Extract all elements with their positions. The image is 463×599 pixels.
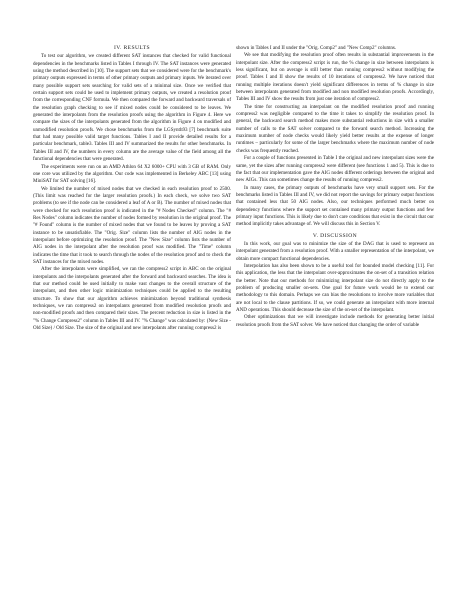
left-column — [33, 45, 231, 332]
section-heading-results: IV. RESULTS — [113, 45, 151, 51]
right-column — [236, 45, 434, 329]
paragraph: The time for constructing an interpolant on the modified resolution proof and running compress2 was negligible compared to the time it takes to simplify the resolution proof. In general, the backward search method makes more substantial reductions in size with a smaller number of calls to the SAT solver compared to the forward search method. Increasing the maximum number of node checks would likely yield better results at the expense of longer runtimes – particularly for some of the larger benchmarks where the maximum number of node checks was frequently reached. — [236, 103, 434, 154]
paragraph: In this work, our goal was to minimize the size of the DAG that is used to represent an interpolant generated from a resolution proof. With a smaller representation of the interpolant, we obtain more compact functional dependencies. — [236, 240, 434, 262]
paragraph: Interpolation has also been shown to be a useful tool for bounded model checking [11]. For this application, the less that the interpolant over-approximates the on-set of a transition relation the better. Note that our methods for minimizing interpolant size do not directly apply to the problem of producing smaller on-sets. One goal for future work would be to extend our methodology to this domain. Perhaps we can bias the resolutions to involve more variables that are not local to the clause partitions. If so, we could generate an interpolant with more internal AND operations. This should decrease the size of the on-set of the interpolant. — [236, 262, 434, 314]
paragraph: After the interpolants were simplified, we ran the compress2 script in ABC on the original interpolants and the interpolants generated after the forward and backward searches. The idea is that our method could be used initially to make vast changes to the overall structure of the interpolant, and then other logic minimization techniques could be applied to the resulting structure. To show that our algorithm achieves minimization beyond traditional synthesis techniques, we ran compress2 on interpolants generated from modified resolution proofs and non-modified proofs and then compared their sizes. The percent reduction in size is listed in the "% Change Compress2" column in Tables III and IV. "% Change" was calculated by: (New Size - Old Size) / Old Size. The size of the original and new interpolants after running compress2 is — [33, 266, 231, 332]
paragraph: Other optimizations that we will investigate include methods for generating better initial resolution proofs from the SAT solver. We have noticed that changing the order of variable — [236, 314, 434, 328]
section-heading-discussion: V. DISCUSSION — [312, 232, 358, 239]
paragraph: To test our algorithm, we created different SAT instances that checked for valid functional dependencies in the benchmarks listed in Tables I through IV. The SAT instances were generated using the method described in [10]. The support sets that we considered were for the benchmark's primary outputs expressed in terms of other primary outputs and primary inputs. We iterated over many possible support sets searching for valid sets of a minimal size. Once we verified that certain support sets could be used to implement primary outputs, we created a resolution proof from the corresponding CNF formula. We then compared the forward and backward traversals of the resolution graph checking to see if mixed nodes could be considered to be leaves. We generated the interpolants from the resolution proofs using the algorithm in Figure 4. Here we compare the sizes of the interpolants generated from the algorithm in Figure 4 on modified and unmodified resolution proofs. We chose benchmarks from the LGSynth93 [7] benchmark suite that had many possible valid target functions. Tables I and II provide detailed results for a particular benchmark, table3. Tables III and IV summarized the results for other benchmarks. In Tables III and IV, the numbers in every column are the average value of the field among all the functional dependencies that were generated. — [33, 53, 231, 163]
paragraph: We limited the number of mixed nodes that we checked in each resolution proof to 2500. (This limit was reached for the larger resolution proofs.) In each check, we solve two SAT problems (to see if the node can be considered a leaf of A or B). The number of mixed nodes that were checked for each resolution proof is indicated in the "# Nodes Checked" column. The "# Res Nodes" column indicates the number of nodes formed by resolution in the original proof. The "# Found" column is the number of mixed nodes that we found to be leaves by proving a SAT instance to be unsatisfiable. The "Orig. Size" column lists the number of AIG nodes in the interpolant before optimizing the resolution proof. The "New Size" column lists the number of AIG nodes in the interpolant after the resolution proof was modified. The "Time" column indicates the time that it took to search through the nodes of the resolution proof and to check the SAT instances for the mixed nodes. — [33, 185, 231, 265]
paragraph: shown in Tables I and II under the "Orig. Comp2" and "New Comp2" columns. — [236, 45, 397, 51]
paragraph: For a couple of functions presented in Table I the original and new interpolant sizes were the same, yet the sizes after running compress2 were different (see functions 1 and 5). This is due to the fact that our implementation gave the AIG nodes different orderings between the original and new AIGs. This can sometimes change the results of running compress2. — [236, 155, 434, 184]
paragraph: In many cases, the primary outputs of benchmarks have very small support sets. For the benchmarks listed in Tables III and IV, we did not report the savings for primary output functions that contained less that 50 AIG nodes. Also, our techniques performed much better on dependency functions where the support set contained many primary output functions and few primary input functions. This is likely due to don't care conditions that exist in the circuit that our method implicitly takes advantage of. We will discuss this in Section V. — [236, 184, 434, 228]
paragraph: The experiments were run on an AMD Athlon 64 X2 6000+ CPU with 3 GB of RAM. Only one core was utilized by the algorithm. Our code was implemented in Berkeley ABC [13] using MiniSAT for SAT solving [16]. — [33, 163, 231, 185]
paragraph: We see that modifying the resolution proof often results in substantial improvements in the interpolant size. After the compress2 script is run, the % change in size between interpolants is less significant, but on average is still better than running compress2 without modifying the proof. Tables I and II show the results of 10 iterations of compress2. We have noticed that running multiple iterations doesn't yield significant differences in terms of % change in size between interpolants generated from modified and non modified resolution proofs. Accordingly, Tables III and IV show the results from just one iteration of compress2. — [236, 52, 434, 103]
